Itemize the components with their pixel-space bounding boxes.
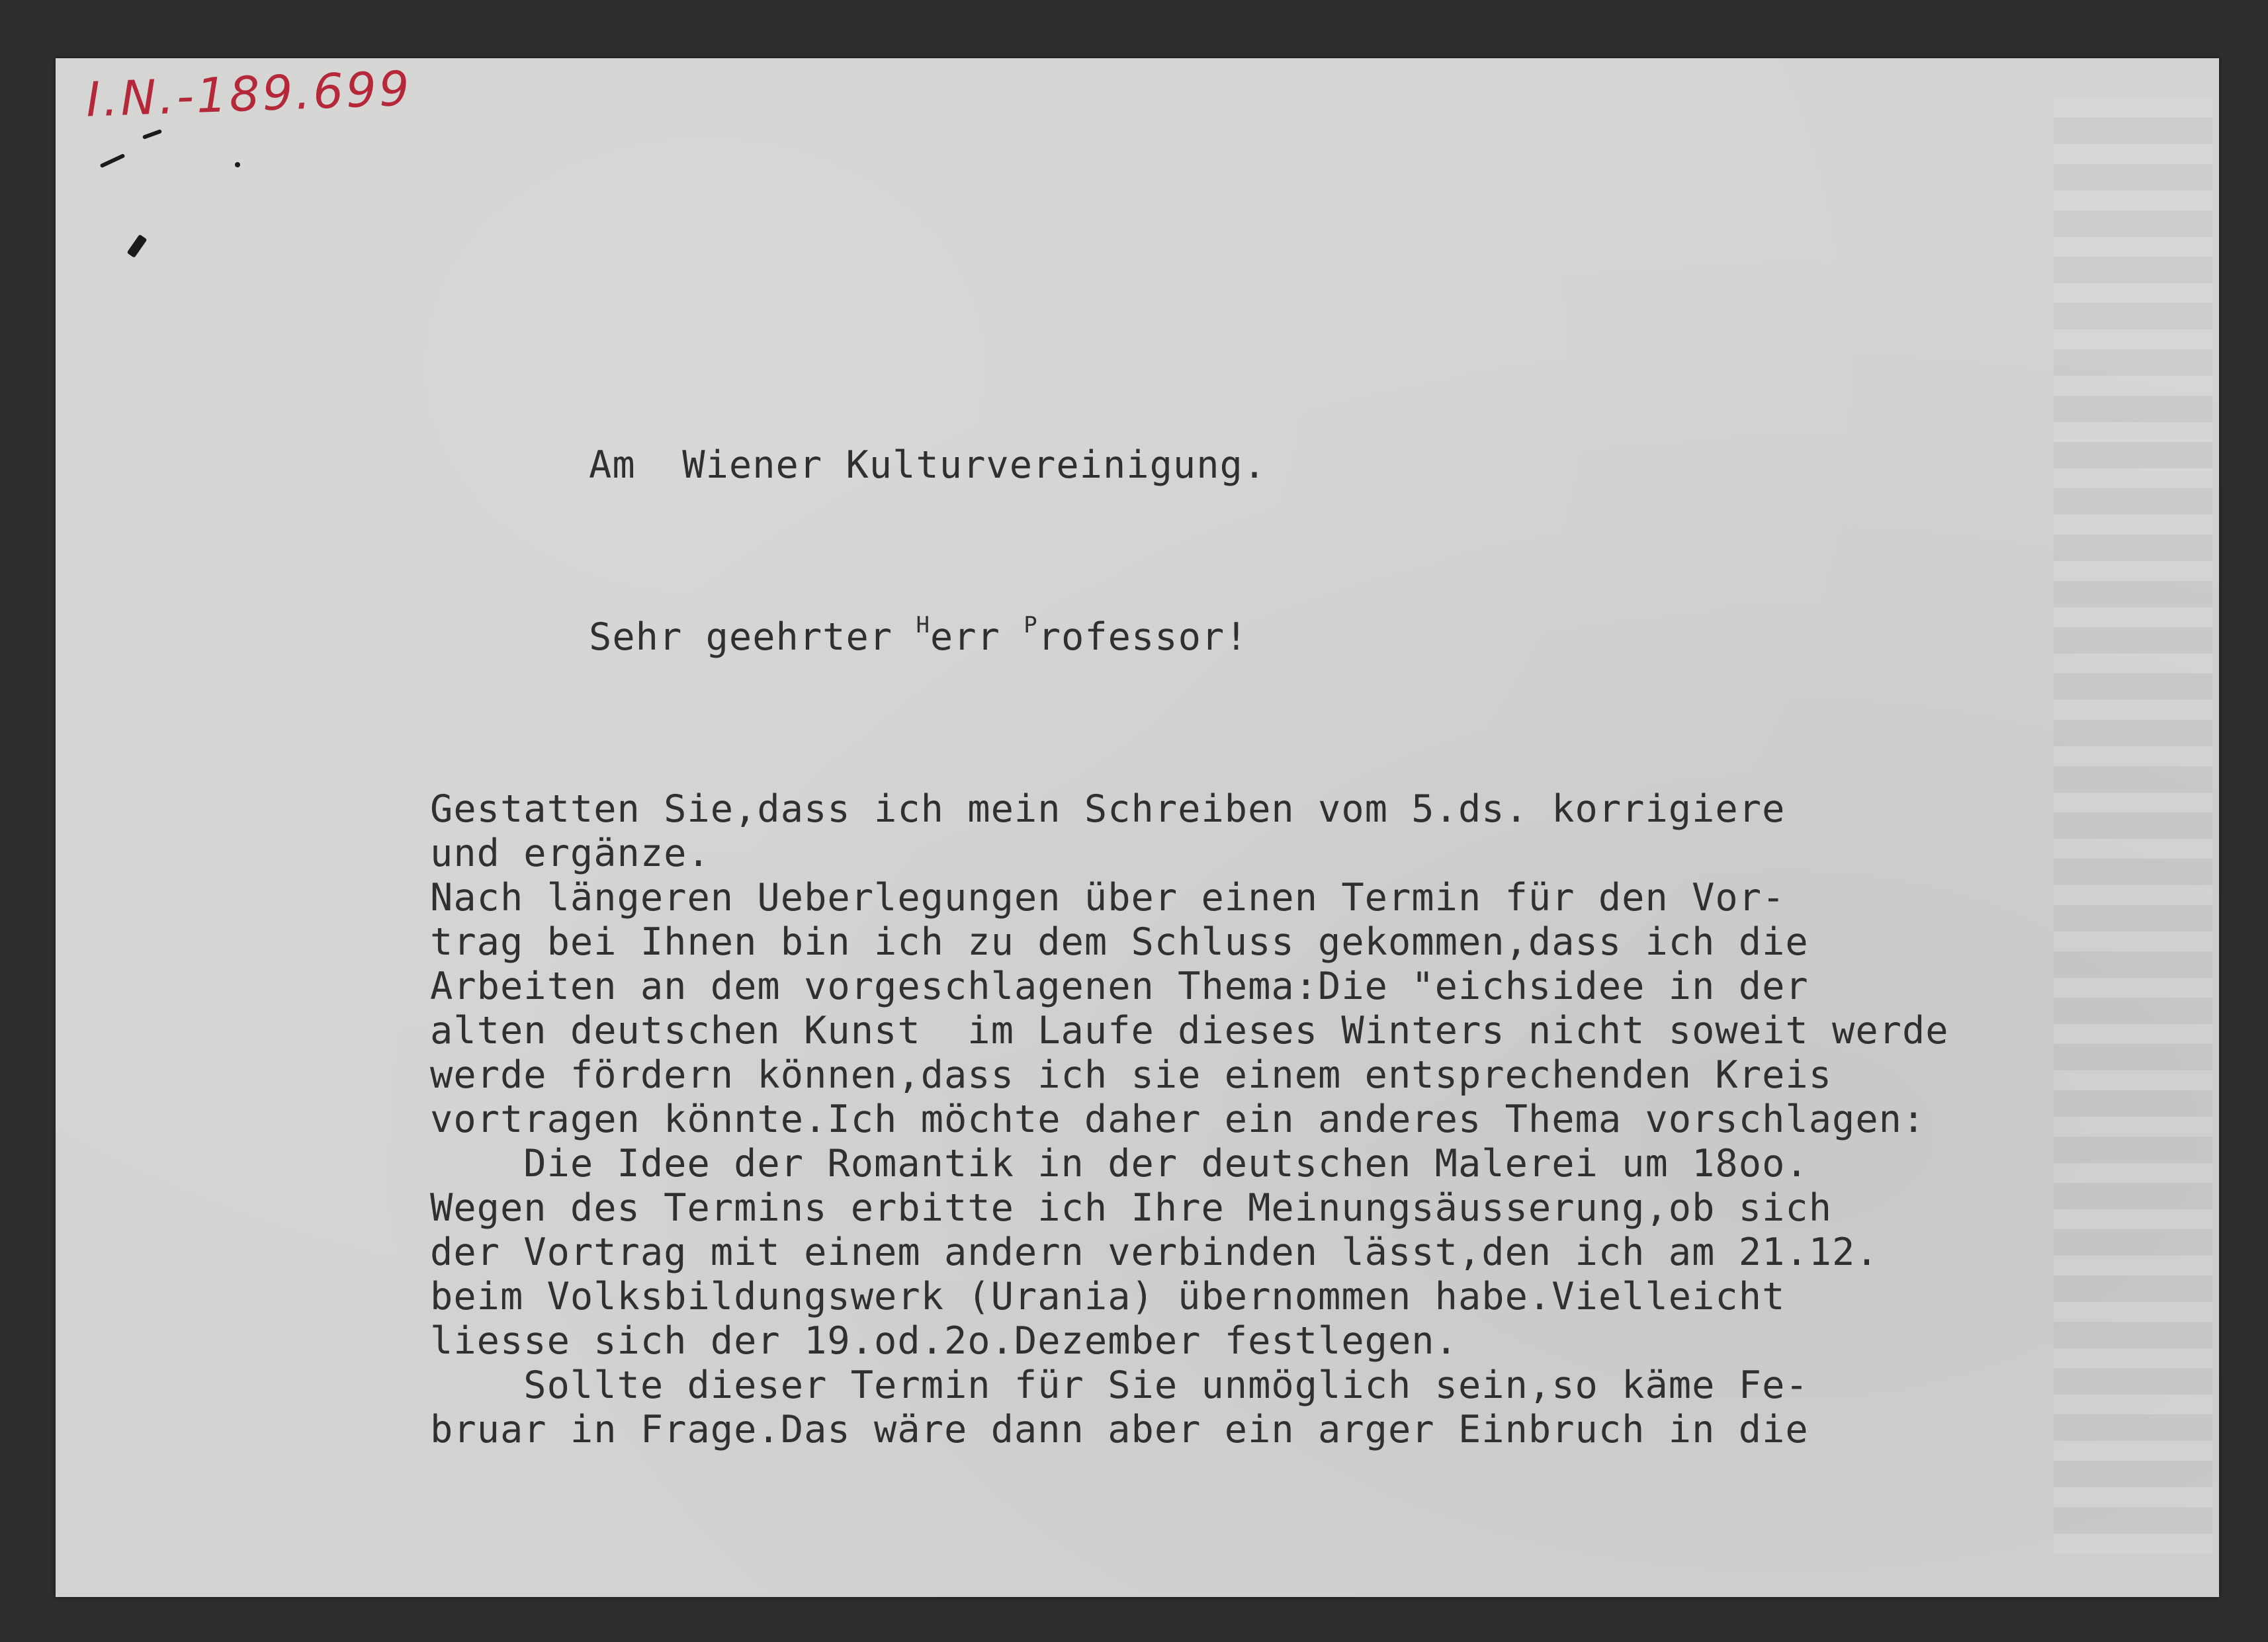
salutation-sup-h: H	[916, 612, 930, 638]
bleed-through-marks	[2054, 98, 2212, 1553]
body-line: vortragen könnte.Ich möchte daher ein anderes Thema vorschlagen:	[430, 1098, 1926, 1141]
body-line: werde fördern können,dass ich sie einem entsprechenden Kreis	[430, 1053, 1833, 1097]
body-line: Wegen des Termins erbitte ich Ihre Meinungsäusserung,ob sich	[430, 1186, 1833, 1230]
body-line: bruar in Frage.Das wäre dann aber ein arger Einbruch in die	[430, 1408, 1809, 1451]
body-line: Gestatten Sie,dass ich mein Schreiben vom 5.ds. korrigiere	[430, 787, 1786, 831]
body-line: liesse sich der 19.od.2o.Dezember festlegen.	[430, 1319, 1458, 1363]
salutation-prefix: Sehr geehrter	[589, 615, 916, 659]
salutation-line	[589, 612, 1248, 660]
salutation-sup-p: P	[1024, 612, 1038, 638]
body-line: alten deutschen Kunst im Laufe dieses Winters nicht soweit werde	[430, 1009, 1949, 1053]
body-line: und ergänze.	[430, 832, 711, 875]
ink-mark	[235, 162, 240, 167]
body-line: Nach längeren Ueberlegungen über einen Termin für den Vor-	[430, 876, 1786, 920]
salutation-mid: err	[930, 615, 1024, 659]
body-line: beim Volksbildungswerk (Urania) übernommen habe.Vielleicht	[430, 1275, 1786, 1318]
body-line: Sollte dieser Termin für Sie unmöglich sein,so käme Fe-	[430, 1363, 1809, 1407]
recipient-line: Am Wiener Kulturvereinigung.	[589, 443, 1267, 487]
body-line: Die Idee der Romantik in der deutschen Malerei um 18oo.	[430, 1142, 1809, 1186]
body-line: der Vortrag mit einem andern verbinden lässt,den ich am 21.12.	[430, 1231, 1879, 1274]
salutation-suffix: rofessor!	[1037, 615, 1248, 659]
body-line: Arbeiten an dem vorgeschlagenen Thema:Die "eichsidee in der	[430, 965, 1809, 1008]
inventory-number: I.N.-189.699	[85, 60, 413, 128]
body-line: trag bei Ihnen bin ich zu dem Schluss gekommen,dass ich die	[430, 920, 1809, 964]
